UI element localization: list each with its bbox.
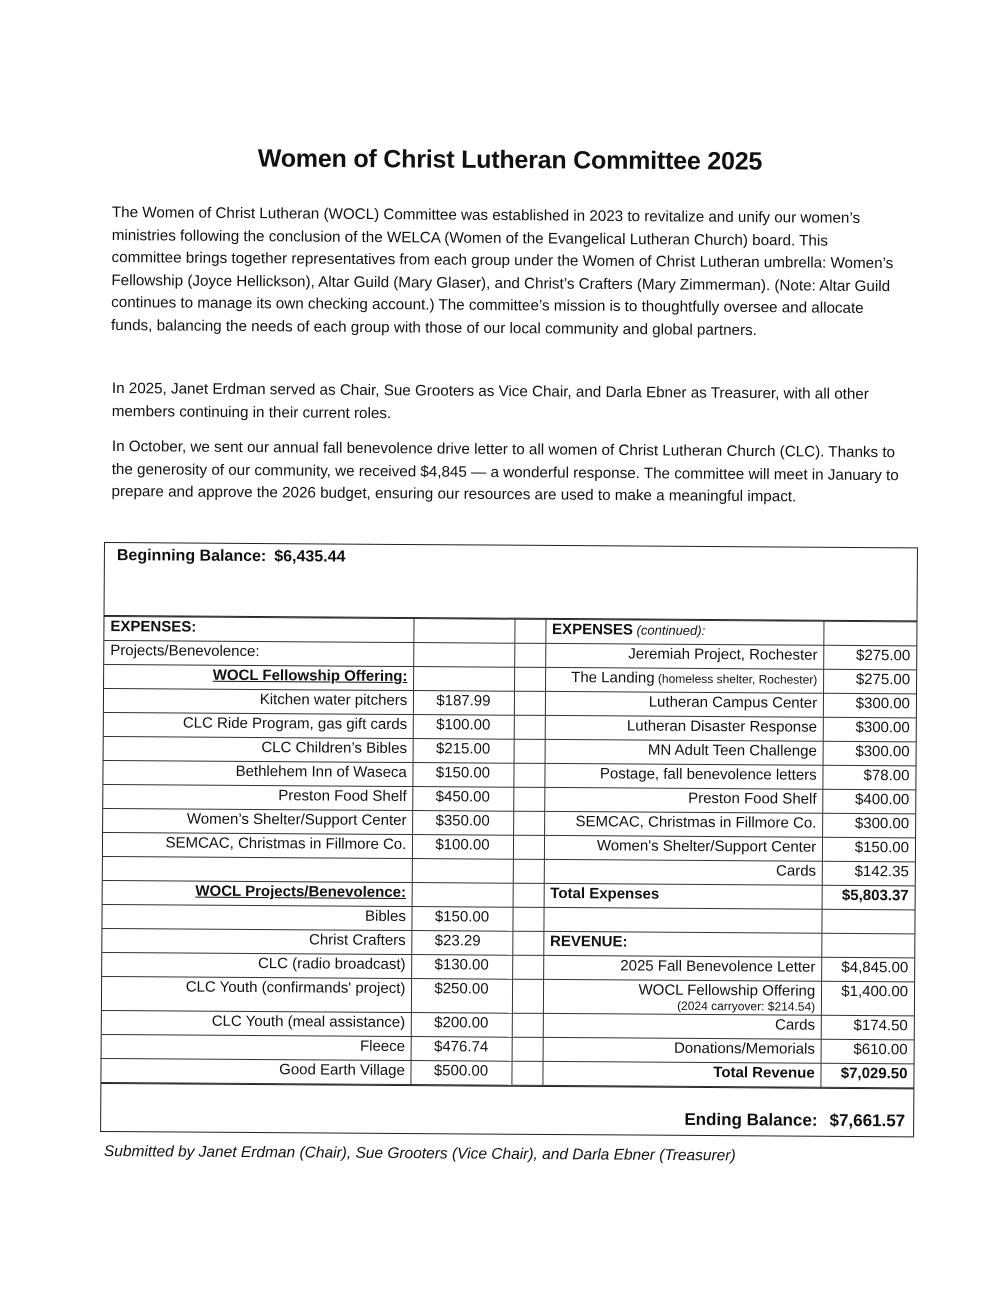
expense-amount: $450.00 <box>413 787 514 812</box>
spacer-cell <box>513 955 544 979</box>
expense-label <box>102 1034 412 1060</box>
spacer-cell <box>512 1037 543 1061</box>
expense-label-text: CLC Youth (meal assistance) <box>211 1012 406 1032</box>
right-label <box>543 955 822 981</box>
spacer-cell <box>513 907 544 931</box>
right-amount: $4,845.00 <box>822 957 914 982</box>
expense-amount: $130.00 <box>412 955 513 980</box>
expense-amount: $215.00 <box>413 739 514 764</box>
expense-amount: $350.00 <box>413 811 514 836</box>
right-label <box>545 643 824 669</box>
expense-label <box>102 904 412 930</box>
ledger-table <box>101 616 916 1088</box>
right-label-text: 2025 Fall Benevolence Letter <box>620 957 816 976</box>
right-label <box>544 907 823 933</box>
right-amount <box>822 909 914 934</box>
right-label <box>544 835 823 861</box>
right-label <box>544 811 823 837</box>
right-label <box>544 883 823 909</box>
expense-label <box>104 641 414 667</box>
expense-label <box>101 1058 411 1084</box>
expense-amount <box>412 883 513 908</box>
expense-amount: $150.00 <box>412 907 513 932</box>
spacer-cell <box>514 763 545 787</box>
expense-label-text: EXPENSES: <box>110 618 197 636</box>
right-amount: $1,400.00 <box>822 981 914 1016</box>
label-note: (homeless shelter, Rochester) <box>657 671 818 687</box>
right-label-text: Lutheran Campus Center <box>648 693 818 712</box>
document-title: Women of Christ Lutheran Committee 2025 <box>257 144 763 176</box>
expense-label-text: Fleece <box>359 1037 406 1056</box>
right-label-text: Postage, fall benevolence letters <box>599 765 817 784</box>
right-amount: $7,029.50 <box>821 1063 913 1088</box>
expense-label-text: Women’s Shelter/Support Center <box>186 810 407 830</box>
expense-amount: $476.74 <box>411 1037 512 1062</box>
expense-label-text: WOCL Fellowship Offering: <box>212 666 408 686</box>
expense-label <box>104 689 414 715</box>
right-label <box>543 1013 822 1039</box>
spacer-cell <box>514 739 545 763</box>
spacer-cell <box>513 931 544 955</box>
expense-label-text: Projects/Benevolence: <box>110 642 260 661</box>
expense-label-text: CLC Ride Program, gas gift cards <box>182 714 408 734</box>
expense-amount: $250.00 <box>412 979 513 1014</box>
right-amount: $5,803.37 <box>822 885 914 910</box>
expense-label-text: Kitchen water pitchers <box>259 691 408 710</box>
spacer-cell <box>513 859 544 883</box>
right-label <box>543 931 822 957</box>
expense-label-text: Preston Food Shelf <box>278 787 407 806</box>
right-amount <box>822 933 914 958</box>
right-label <box>543 979 822 1015</box>
expense-amount: $150.00 <box>413 763 514 788</box>
expense-label-text: Good Earth Village <box>279 1061 405 1080</box>
beginning-balance <box>105 543 917 621</box>
expense-label <box>102 952 412 978</box>
right-label-text: Cards <box>774 1016 816 1034</box>
right-label-text: Total Revenue <box>713 1064 815 1082</box>
benevolence-paragraph: In October, we sent our annual fall benevolence drive letter to all women of Christ Lutheran Church (CLC). Thanks to the generosity of our community, we received $4,845 — a wonderful response. The committee will meet in January to prepare and approve the 2026 budget, ensuring our resources are used to make a meaningful impact. <box>111 437 899 506</box>
expense-label-text: SEMCAC, Christmas in Fillmore Co. <box>165 834 407 854</box>
right-amount: $300.00 <box>823 717 915 742</box>
expense-amount: $200.00 <box>412 1013 513 1038</box>
spacer-cell <box>514 691 545 715</box>
spacer-cell <box>512 979 543 1013</box>
intro-paragraph: The Women of Christ Lutheran (WOCL) Committee was established in 2023 to revitalize and unify our women’s ministries following the conclusion of the WELCA (Women of the Evangelical Lutheran Church) board. This committee brings together representatives from each group under the Women of Christ Lutheran umbrella: Women’s Fellowship (Joyce Hellickson), Altar Guild (Mary Glaser), and Christ’s Crafters (Mary Zimmerman). (Note: Altar Guild continues to manage its own checking account.) The committee’s mission is to thoughtfully oversee and allocate funds, balancing the needs of each group with those of our local community and global partners. <box>110 203 894 339</box>
right-label-text: MN Adult Teen Challenge <box>647 741 817 760</box>
expense-amount: $100.00 <box>414 715 515 740</box>
right-amount: $610.00 <box>821 1039 913 1064</box>
ending-balance-value: $7,661.57 <box>829 1110 906 1131</box>
spacer-cell <box>515 643 546 667</box>
right-label-text: SEMCAC, Christmas in Fillmore Co. <box>575 813 817 832</box>
expense-label-text: WOCL Projects/Benevolence: <box>195 882 407 902</box>
right-label-text: Total Expenses <box>550 884 660 903</box>
right-amount <box>824 621 916 646</box>
signature-line: Submitted by Janet Erdman (Chair), Sue Grooters (Vice Chair), and Darla Ebner (Treasurer) <box>103 1143 736 1165</box>
expense-amount <box>413 859 514 884</box>
right-amount: $174.50 <box>821 1015 913 1040</box>
right-label-text: Preston Food Shelf <box>688 789 817 808</box>
expense-amount <box>414 667 515 692</box>
expense-label-text: Christ Crafters <box>308 931 406 950</box>
expense-label-text: Bibles <box>364 907 406 926</box>
expense-label <box>104 737 414 763</box>
right-label <box>544 787 823 813</box>
right-amount: $275.00 <box>824 669 916 694</box>
expense-label <box>104 713 414 739</box>
expense-label <box>103 809 413 835</box>
right-amount: $300.00 <box>824 693 916 718</box>
spacer-cell <box>513 883 544 907</box>
right-amount: $78.00 <box>823 765 915 790</box>
spacer-cell <box>512 1013 543 1037</box>
right-label-text: The Landing <box>571 669 655 687</box>
expense-label <box>102 1010 412 1036</box>
expense-label <box>102 928 412 954</box>
right-label <box>544 859 823 885</box>
expense-label-text: Bethlehem Inn of Waseca <box>235 762 407 782</box>
spacer-cell <box>514 715 545 739</box>
spacer-cell <box>513 835 544 859</box>
expense-label <box>103 761 413 787</box>
expense-label <box>104 665 414 691</box>
expense-label-text: CLC (radio broadcast) <box>257 955 406 974</box>
officers-paragraph: In 2025, Janet Erdman served as Chair, Sue Grooters as Vice Chair, and Darla Ebner as Treasurer, with all other members continuing in their current roles. <box>111 379 869 422</box>
carryover-note: (2024 carryover: $214.54) <box>677 998 816 1014</box>
right-label <box>545 691 824 717</box>
expense-label-text: CLC Children’s Bibles <box>261 739 408 758</box>
ending-balance <box>101 1083 913 1136</box>
expense-amount: $187.99 <box>414 691 515 716</box>
right-label-text: Jeremiah Project, Rochester <box>628 645 818 664</box>
right-label-text: EXPENSES <box>552 620 634 639</box>
right-label-text: Lutheran Disaster Response <box>626 717 818 736</box>
ledger-row <box>102 976 914 1015</box>
beginning-balance-label: Beginning Balance: <box>116 547 267 566</box>
ending-balance-label: Ending Balance: <box>684 1109 818 1130</box>
right-label <box>545 739 824 765</box>
spacer-cell <box>514 811 545 835</box>
expense-amount <box>414 619 515 644</box>
right-amount: $142.35 <box>822 861 914 886</box>
right-amount: $300.00 <box>823 741 915 766</box>
expense-amount: $100.00 <box>413 835 514 860</box>
right-label-text: Women's Shelter/Support Center <box>596 837 817 856</box>
expense-label <box>103 833 413 859</box>
right-label-text: REVENUE: <box>549 932 628 951</box>
right-amount: $150.00 <box>823 837 915 862</box>
right-label <box>543 1061 822 1087</box>
right-label <box>545 715 824 741</box>
right-label <box>545 619 824 645</box>
spacer-cell <box>515 619 546 643</box>
expense-amount <box>414 643 515 668</box>
right-amount: $400.00 <box>823 789 915 814</box>
expense-amount: $23.29 <box>412 931 513 956</box>
financial-ledger <box>100 542 918 1137</box>
right-label-text: WOCL Fellowship Offering <box>638 981 816 1000</box>
expense-label <box>103 880 413 906</box>
right-amount: $275.00 <box>824 645 916 670</box>
expense-label <box>102 976 412 1012</box>
expense-label <box>103 785 413 811</box>
spacer-cell <box>514 787 545 811</box>
right-label-text: Donations/Memorials <box>673 1039 815 1058</box>
expense-amount: $500.00 <box>411 1061 512 1086</box>
spacer-cell <box>512 1061 543 1085</box>
right-label <box>545 763 824 789</box>
right-label <box>545 667 824 693</box>
right-amount: $300.00 <box>823 813 915 838</box>
right-label <box>543 1037 822 1063</box>
beginning-balance-value: $6,435.44 <box>274 548 346 566</box>
expense-label <box>103 856 413 882</box>
spacer-cell <box>515 667 546 691</box>
expense-label <box>104 617 414 643</box>
continued-note: (continued): <box>636 622 706 638</box>
expense-label-text: CLC Youth (confirmands' project) <box>185 978 406 998</box>
right-label-text: Cards <box>775 862 817 880</box>
